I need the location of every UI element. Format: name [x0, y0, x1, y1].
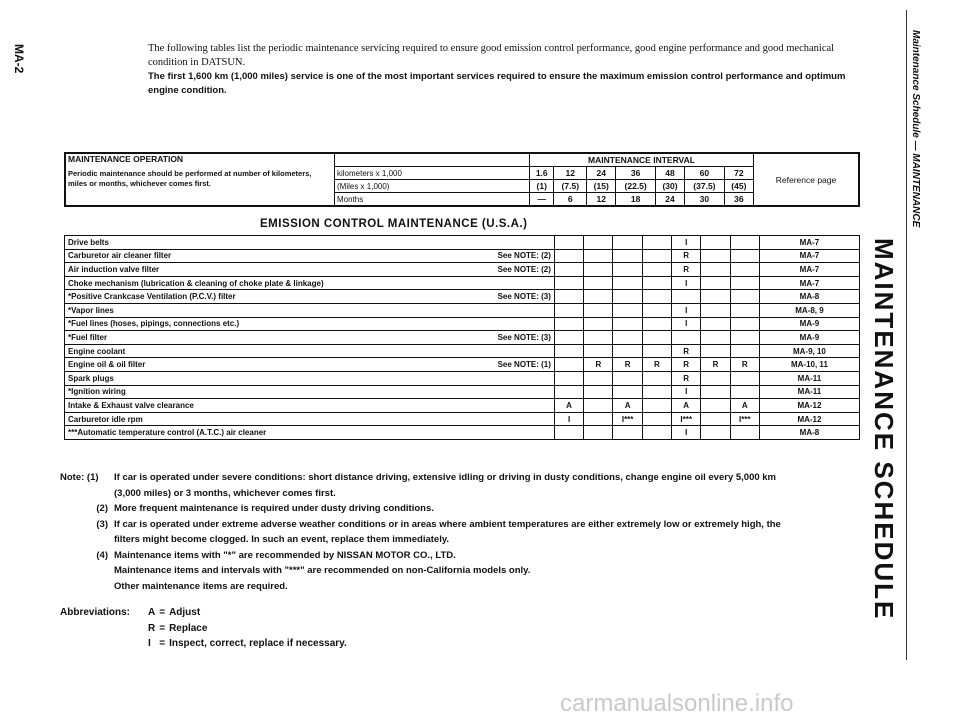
- interval-cell: I: [672, 426, 701, 440]
- table-row: [65, 399, 860, 413]
- interval-cell: [584, 412, 613, 426]
- interval-cell: [613, 317, 642, 331]
- interval-cell: [701, 399, 730, 413]
- item-label: Carburetor idle rpm: [68, 414, 143, 424]
- interval-cell: [554, 236, 583, 250]
- table-row: [65, 331, 860, 345]
- reference-page: MA-9: [759, 317, 859, 331]
- reference-page: MA-8: [759, 426, 859, 440]
- interval-cell: [584, 249, 613, 263]
- note-item: [60, 470, 800, 501]
- item-label: Drive belts: [68, 237, 109, 247]
- interval-cell: [554, 371, 583, 385]
- unit-header-blank: [335, 153, 530, 167]
- operation-desc: Periodic maintenance should be performed at number of kilometers, miles or months, whichever comes first.: [68, 169, 312, 188]
- operation-header: [65, 153, 335, 206]
- abbreviation-title: [60, 636, 148, 652]
- note-label: [60, 563, 114, 579]
- interval-cell: [613, 344, 642, 358]
- interval-value: (22.5): [616, 180, 656, 193]
- interval-cell: A: [672, 399, 701, 413]
- abbreviations: [60, 605, 351, 652]
- interval-value: 72: [724, 167, 753, 180]
- interval-cell: [701, 412, 730, 426]
- watermark: carmanualsonline.info: [560, 690, 794, 717]
- interval-value: (7.5): [554, 180, 587, 193]
- interval-cell: [554, 303, 583, 317]
- interval-header-table: [64, 152, 860, 207]
- interval-cell: [730, 426, 759, 440]
- table-row: [65, 344, 860, 358]
- interval-cell: [642, 399, 671, 413]
- item-name: [65, 371, 555, 385]
- interval-cell: I: [672, 303, 701, 317]
- interval-cell: A: [730, 399, 759, 413]
- interval-cell: [613, 385, 642, 399]
- interval-value: (37.5): [685, 180, 725, 193]
- interval-cell: [642, 236, 671, 250]
- interval-cell: [554, 426, 583, 440]
- interval-cell: [554, 276, 583, 290]
- interval-cell: [613, 426, 642, 440]
- emission-table-title: EMISSION CONTROL MAINTENANCE (U.S.A.): [260, 218, 528, 230]
- reference-page: MA-7: [759, 236, 859, 250]
- interval-cell: [730, 344, 759, 358]
- note-item: [60, 579, 800, 595]
- interval-cell: [554, 317, 583, 331]
- abbreviation-code: R: [148, 622, 156, 634]
- interval-cell: [730, 371, 759, 385]
- item-name: [65, 290, 555, 304]
- item-label: Spark plugs: [68, 373, 114, 383]
- interval-cell: [642, 426, 671, 440]
- item-label: *Fuel lines (hoses, pipings, connections etc.): [68, 319, 240, 329]
- interval-cell: [642, 276, 671, 290]
- interval-cell: [613, 276, 642, 290]
- interval-cell: R: [613, 358, 642, 372]
- table-row: [65, 290, 860, 304]
- reference-page: MA-8, 9: [759, 303, 859, 317]
- table-row: [65, 276, 860, 290]
- interval-cell: [642, 317, 671, 331]
- interval-cell: [613, 290, 642, 304]
- interval-cell: [701, 249, 730, 263]
- item-label: Air induction valve filter: [68, 264, 160, 274]
- interval-cell: [554, 385, 583, 399]
- table-row: [65, 385, 860, 399]
- interval-cell: [613, 371, 642, 385]
- abbreviation-meaning: Replace: [169, 622, 208, 634]
- item-name: [65, 344, 555, 358]
- interval-value: 24: [655, 193, 684, 207]
- interval-cell: [613, 303, 642, 317]
- interval-value: 1.6: [530, 167, 554, 180]
- item-label: Carburetor air cleaner filter: [68, 251, 172, 261]
- interval-cell: [701, 236, 730, 250]
- reference-page: MA-7: [759, 276, 859, 290]
- note-text: If car is operated under severe conditions: short distance driving, extensive idling or driving in dusty conditions, change engine oil every 5,000 km (3,000 miles) or 3 months, whichever comes first.: [114, 472, 777, 499]
- interval-cell: [672, 331, 701, 345]
- interval-cell: R: [672, 358, 701, 372]
- interval-cell: [730, 385, 759, 399]
- interval-cell: [730, 236, 759, 250]
- interval-cell: [642, 385, 671, 399]
- interval-cell: R: [642, 358, 671, 372]
- table-row: [65, 303, 860, 317]
- abbreviation-title: [60, 621, 148, 637]
- interval-value: 60: [685, 167, 725, 180]
- interval-cell: [642, 263, 671, 277]
- interval-cell: I***: [730, 412, 759, 426]
- note-text: More frequent maintenance is required under dusty driving conditions.: [114, 503, 434, 514]
- interval-cell: R: [672, 344, 701, 358]
- interval-cell: [554, 344, 583, 358]
- abbreviation-meaning: Adjust: [169, 607, 201, 618]
- item-name: [65, 399, 555, 413]
- interval-value: 24: [587, 167, 616, 180]
- item-label: *Ignition wiring: [68, 387, 126, 397]
- notes-section: [60, 470, 800, 594]
- interval-cell: [642, 249, 671, 263]
- item-label: Choke mechanism (lubrication & cleaning of choke plate & linkage): [68, 278, 324, 288]
- interval-cell: [584, 344, 613, 358]
- interval-cell: [584, 331, 613, 345]
- interval-value: 30: [685, 193, 725, 207]
- table-row: [65, 236, 860, 250]
- interval-cell: [642, 331, 671, 345]
- interval-cell: [730, 317, 759, 331]
- interval-cell: [584, 385, 613, 399]
- item-label: Engine oil & oil filter: [68, 360, 146, 370]
- interval-cell: [701, 276, 730, 290]
- abbreviation-equals: =: [159, 638, 166, 649]
- interval-value: (15): [587, 180, 616, 193]
- interval-value: 36: [724, 193, 753, 207]
- interval-cell: I: [672, 385, 701, 399]
- interval-cell: [672, 290, 701, 304]
- interval-cell: [613, 331, 642, 345]
- item-label: *Positive Crankcase Ventilation (P.C.V.) filter: [68, 292, 236, 302]
- interval-cell: [701, 371, 730, 385]
- table-row: [65, 412, 860, 426]
- interval-cell: I: [554, 412, 583, 426]
- interval-cell: I: [672, 276, 701, 290]
- interval-value: (30): [655, 180, 684, 193]
- interval-cell: [730, 331, 759, 345]
- abbreviation-meaning: Inspect, correct, replace if necessary.: [169, 638, 347, 649]
- abbreviation-row: [60, 621, 351, 637]
- interval-cell: [701, 303, 730, 317]
- table-row: [65, 426, 860, 440]
- interval-cell: [613, 249, 642, 263]
- item-name: [65, 263, 555, 277]
- interval-unit: (Miles x 1,000): [335, 180, 530, 193]
- interval-cell: R: [730, 358, 759, 372]
- interval-cell: [554, 249, 583, 263]
- abbreviation-code: I: [148, 638, 151, 649]
- interval-cell: [701, 344, 730, 358]
- item-name: [65, 385, 555, 399]
- interval-cell: [554, 290, 583, 304]
- table-row: [65, 358, 860, 372]
- item-name: [65, 331, 555, 345]
- item-label: Intake & Exhaust valve clearance: [68, 400, 194, 410]
- interval-cell: R: [701, 358, 730, 372]
- item-note: See NOTE: (3): [497, 332, 551, 342]
- interval-cell: [701, 385, 730, 399]
- item-label: Engine coolant: [68, 346, 126, 356]
- interval-cell: I: [672, 236, 701, 250]
- interval-cell: [730, 249, 759, 263]
- table-row: [65, 263, 860, 277]
- interval-cell: [554, 263, 583, 277]
- interval-cell: [642, 344, 671, 358]
- page-number: MA-2: [12, 44, 26, 74]
- reference-page: MA-12: [759, 412, 859, 426]
- table-row: [65, 371, 860, 385]
- reference-page: MA-8: [759, 290, 859, 304]
- interval-cell: [584, 276, 613, 290]
- interval-cell: [701, 331, 730, 345]
- reference-page: MA-9, 10: [759, 344, 859, 358]
- note-text: Maintenance items and intervals with "***" are recommended on non-California models only.: [114, 565, 531, 576]
- item-name: [65, 317, 555, 331]
- item-label: *Vapor lines: [68, 305, 114, 315]
- abbreviation-row: [60, 636, 351, 652]
- interval-cell: [554, 358, 583, 372]
- maintenance-table: [64, 235, 860, 440]
- item-name: [65, 249, 555, 263]
- reference-page: MA-10, 11: [759, 358, 859, 372]
- note-text: Other maintenance items are required.: [114, 580, 288, 592]
- side-section-label: Maintenance Schedule — MAINTENANCE: [910, 30, 921, 228]
- interval-cell: R: [672, 371, 701, 385]
- interval-cell: [730, 276, 759, 290]
- reference-page: MA-7: [759, 249, 859, 263]
- abbreviation-equals: =: [159, 622, 166, 634]
- interval-cell: [584, 317, 613, 331]
- interval-title: MAINTENANCE INTERVAL: [530, 153, 754, 167]
- interval-cell: A: [613, 399, 642, 413]
- interval-cell: [701, 290, 730, 304]
- item-note: See NOTE: (2): [497, 251, 551, 261]
- note-text: If car is operated under extreme adverse weather conditions or in areas where ambient temperatures are either extremely low or extremely high, the filters might become clogged. In such an event, replace them immediately.: [114, 518, 781, 545]
- interval-cell: R: [584, 358, 613, 372]
- item-name: [65, 412, 555, 426]
- interval-cell: R: [672, 249, 701, 263]
- interval-value: 6: [554, 193, 587, 207]
- item-name: [65, 426, 555, 440]
- interval-cell: [701, 317, 730, 331]
- intro-line-1: The following tables list the periodic maintenance servicing required to ensure good emission control performance, good engine performance and good mechanical condition in DATSUN.: [148, 43, 835, 68]
- interval-cell: [613, 263, 642, 277]
- item-name: [65, 358, 555, 372]
- interval-cell: [613, 236, 642, 250]
- interval-cell: [584, 290, 613, 304]
- interval-unit: kilometers x 1,000: [335, 167, 530, 180]
- note-label: (4): [96, 549, 108, 561]
- interval-cell: [701, 263, 730, 277]
- interval-cell: [584, 303, 613, 317]
- interval-cell: I: [672, 317, 701, 331]
- note-label: (3): [96, 518, 108, 530]
- interval-cell: I***: [672, 412, 701, 426]
- note-label: [60, 579, 114, 595]
- abbreviation-code: A: [148, 607, 156, 618]
- interval-value: 48: [655, 167, 684, 180]
- interval-cell: [642, 412, 671, 426]
- table-row: [65, 317, 860, 331]
- item-note: See NOTE: (1): [497, 360, 551, 370]
- interval-cell: [584, 263, 613, 277]
- interval-cell: [730, 303, 759, 317]
- operation-title: MAINTENANCE OPERATION: [68, 154, 184, 164]
- interval-cell: A: [554, 399, 583, 413]
- interval-value: —: [530, 193, 554, 207]
- interval-value: (45): [724, 180, 753, 193]
- interval-cell: [584, 236, 613, 250]
- item-label: ***Automatic temperature control (A.T.C.) air cleaner: [68, 428, 267, 438]
- item-label: *Fuel filter: [68, 332, 108, 342]
- interval-value: (1): [530, 180, 554, 193]
- interval-cell: [730, 263, 759, 277]
- interval-cell: [730, 290, 759, 304]
- interval-cell: [554, 331, 583, 345]
- reference-page: MA-12: [759, 399, 859, 413]
- interval-value: 36: [616, 167, 656, 180]
- interval-cell: [642, 303, 671, 317]
- side-divider: [906, 10, 907, 660]
- reference-page: MA-7: [759, 263, 859, 277]
- interval-cell: [584, 399, 613, 413]
- item-note: See NOTE: (2): [497, 264, 551, 274]
- reference-page: MA-11: [759, 385, 859, 399]
- interval-value: 12: [554, 167, 587, 180]
- interval-unit: Months: [335, 193, 530, 207]
- intro-line-2: The first 1,600 km (1,000 miles) service is one of the most important services required to ensure the maximum emission control performance and optimum engine condition.: [148, 71, 846, 96]
- table-row: [65, 249, 860, 263]
- reference-page: MA-11: [759, 371, 859, 385]
- interval-value: 12: [587, 193, 616, 207]
- note-item: [60, 548, 800, 564]
- note-label: (2): [96, 503, 108, 514]
- interval-cell: [642, 290, 671, 304]
- intro-paragraph: [148, 42, 868, 98]
- item-note: See NOTE: (3): [497, 292, 551, 302]
- note-item: [60, 517, 800, 548]
- interval-cell: [701, 426, 730, 440]
- abbreviation-equals: =: [159, 607, 166, 618]
- side-chapter-title: MAINTENANCE SCHEDULE: [869, 238, 899, 621]
- abbreviation-row: [60, 605, 351, 621]
- note-text: Maintenance items with "*" are recommended by NISSAN MOTOR CO., LTD.: [114, 549, 456, 561]
- item-name: [65, 303, 555, 317]
- interval-cell: [584, 426, 613, 440]
- note-item: [60, 501, 800, 517]
- abbreviation-title: Abbreviations:: [60, 607, 131, 618]
- note-item: [60, 563, 800, 579]
- note-label: Note: (1): [60, 472, 99, 483]
- reference-page: MA-9: [759, 331, 859, 345]
- item-name: [65, 236, 555, 250]
- item-name: [65, 276, 555, 290]
- interval-cell: R: [672, 263, 701, 277]
- interval-cell: [584, 371, 613, 385]
- interval-value: 18: [616, 193, 656, 207]
- reference-header: Reference page: [754, 153, 860, 206]
- interval-cell: I***: [613, 412, 642, 426]
- interval-cell: [642, 371, 671, 385]
